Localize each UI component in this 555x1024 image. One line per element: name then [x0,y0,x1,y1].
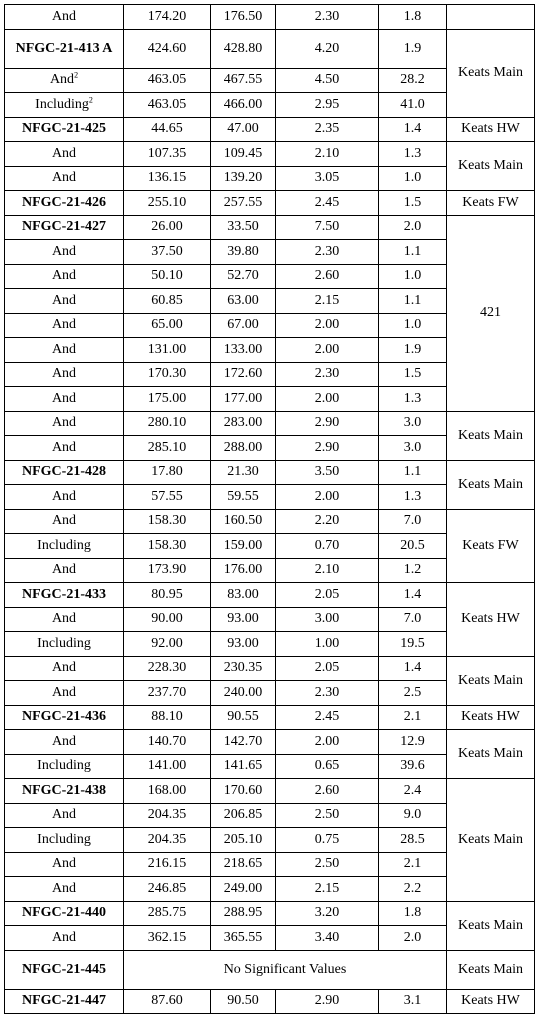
grade-cell: 1.1 [379,460,447,485]
hole-id-cell [5,264,124,289]
hole-id-label: And [51,807,77,823]
width-cell: 2.35 [276,117,379,142]
table-row [5,950,535,989]
hole-id-label: And [51,415,77,431]
hole-id-cell [5,436,124,461]
width-cell: 0.70 [276,534,379,559]
to-cell: 428.80 [211,29,276,68]
from-cell: 131.00 [124,338,211,363]
hole-id-cell [5,901,124,926]
grade-cell: 28.5 [379,828,447,853]
to-cell: 59.55 [211,485,276,510]
zone-cell: Keats Main [447,460,535,509]
grade-cell: 7.0 [379,607,447,632]
width-cell: 2.05 [276,583,379,608]
zone-cell: Keats FW [447,191,535,216]
grade-cell: 12.9 [379,730,447,755]
to-cell: 83.00 [211,583,276,608]
grade-cell: 1.9 [379,29,447,68]
from-cell: 168.00 [124,779,211,804]
hole-id-cell [5,656,124,681]
table-row [5,215,535,240]
from-cell: 285.75 [124,901,211,926]
width-cell: 3.50 [276,460,379,485]
width-cell: 2.00 [276,387,379,412]
grade-cell: 1.0 [379,264,447,289]
hole-id-label: And [51,562,77,578]
from-cell: 107.35 [124,142,211,167]
width-cell: 4.50 [276,68,379,93]
from-cell: 216.15 [124,852,211,877]
hole-id-label: And [51,390,77,406]
from-cell: 136.15 [124,166,211,191]
hole-id-label: And [51,439,77,455]
to-cell: 139.20 [211,166,276,191]
table-row [5,117,535,142]
table-row [5,142,535,167]
hole-id-label: And [51,660,77,676]
width-cell: 3.00 [276,607,379,632]
width-cell: 2.50 [276,803,379,828]
hole-id-label: NFGC-21-445 [22,962,106,977]
hole-id-cell [5,534,124,559]
hole-id-label: NFGC-21-438 [22,782,106,798]
to-cell: 21.30 [211,460,276,485]
to-cell: 240.00 [211,681,276,706]
from-cell: 26.00 [124,215,211,240]
to-cell: 172.60 [211,362,276,387]
drill-results-table [4,4,535,1014]
table-row [5,730,535,755]
from-cell: 141.00 [124,754,211,779]
grade-cell: 1.4 [379,117,447,142]
to-cell: 467.55 [211,68,276,93]
hole-id-label: And [51,145,77,161]
to-cell: 67.00 [211,313,276,338]
hole-id-label: Including [37,635,91,651]
hole-id-cell [5,29,124,68]
zone-cell: Keats HW [447,989,535,1014]
hole-id-cell [5,5,124,30]
grade-cell: 19.5 [379,632,447,657]
hole-id-label: And [51,488,77,504]
hole-id-label: And [51,268,77,284]
from-cell: 204.35 [124,803,211,828]
to-cell: 249.00 [211,877,276,902]
hole-id-cell [5,558,124,583]
grade-cell: 1.1 [379,289,447,314]
from-cell: 37.50 [124,240,211,265]
from-cell: 57.55 [124,485,211,510]
hole-id-label: NFGC-21-433 [22,586,106,602]
to-cell: 288.00 [211,436,276,461]
hole-id-cell [5,877,124,902]
width-cell: 7.50 [276,215,379,240]
grade-cell: 1.3 [379,142,447,167]
zone-cell: Keats HW [447,705,535,730]
zone-cell: Keats Main [447,901,535,950]
from-cell: 237.70 [124,681,211,706]
from-cell: 463.05 [124,68,211,93]
hole-id-label: NFGC-21-425 [22,121,106,137]
grade-cell: 1.3 [379,485,447,510]
grade-cell: 1.8 [379,5,447,30]
zone-cell: Keats HW [447,583,535,657]
to-cell: 33.50 [211,215,276,240]
hole-id-cell [5,166,124,191]
hole-id-cell [5,779,124,804]
grade-cell: 1.4 [379,656,447,681]
grade-cell: 1.5 [379,191,447,216]
hole-id-cell [5,828,124,853]
hole-id-label: And [51,8,77,24]
hole-id-cell [5,215,124,240]
hole-id-label: And [51,341,77,357]
from-cell: 280.10 [124,411,211,436]
width-cell: 2.15 [276,289,379,314]
width-cell: 2.45 [276,191,379,216]
hole-id-label: NFGC-21-436 [22,709,106,725]
hole-id-label: NFGC-21-428 [22,464,106,480]
zone-cell: Keats Main [447,950,535,989]
hole-id-cell [5,583,124,608]
table-row [5,705,535,730]
zone-cell: Keats Main [447,142,535,191]
hole-id-label: Including [37,758,91,774]
hole-id-cell [5,852,124,877]
hole-id-label: And [49,72,75,88]
grade-cell: 2.0 [379,215,447,240]
table-row [5,901,535,926]
to-cell: 177.00 [211,387,276,412]
width-cell: 2.10 [276,142,379,167]
width-cell: 0.75 [276,828,379,853]
hole-id-cell [5,191,124,216]
table-row [5,583,535,608]
width-cell: 2.00 [276,485,379,510]
zone-cell: Keats Main [447,656,535,705]
width-cell: 2.30 [276,240,379,265]
from-cell: 170.30 [124,362,211,387]
from-cell: 90.00 [124,607,211,632]
to-cell: 206.85 [211,803,276,828]
hole-id-label: And [51,243,77,259]
table-row [5,191,535,216]
grade-cell: 2.0 [379,926,447,951]
zone-cell: 421 [447,215,535,411]
width-cell: 0.65 [276,754,379,779]
hole-id-cell [5,754,124,779]
width-cell: 4.20 [276,29,379,68]
hole-id-label: Including [37,831,91,847]
hole-id-cell [5,313,124,338]
width-cell: 2.90 [276,411,379,436]
hole-id-cell [5,117,124,142]
hole-id-cell [5,240,124,265]
hole-id-label: And [51,733,77,749]
width-cell: 2.20 [276,509,379,534]
hole-id-label: And [51,611,77,627]
from-cell: 362.15 [124,926,211,951]
grade-cell: 1.4 [379,583,447,608]
grade-cell: 1.8 [379,901,447,926]
from-cell: 158.30 [124,509,211,534]
to-cell: 257.55 [211,191,276,216]
hole-id-label: And [51,684,77,700]
width-cell: 2.00 [276,730,379,755]
table-row [5,460,535,485]
hole-id-cell [5,68,124,93]
footnote-marker: 2 [74,70,79,80]
table-row [5,779,535,804]
from-cell: 92.00 [124,632,211,657]
from-cell: 285.10 [124,436,211,461]
to-cell: 159.00 [211,534,276,559]
to-cell: 288.95 [211,901,276,926]
grade-cell: 2.1 [379,852,447,877]
to-cell: 109.45 [211,142,276,167]
hole-id-cell [5,950,124,989]
hole-id-label: And [51,292,77,308]
table-row [5,411,535,436]
width-cell: 2.60 [276,264,379,289]
to-cell: 133.00 [211,338,276,363]
grade-cell: 2.2 [379,877,447,902]
from-cell: 60.85 [124,289,211,314]
width-cell: 2.60 [276,779,379,804]
from-cell: 173.90 [124,558,211,583]
grade-cell: 1.2 [379,558,447,583]
table-row [5,656,535,681]
width-cell: 2.50 [276,852,379,877]
from-cell: 140.70 [124,730,211,755]
hole-id-cell [5,460,124,485]
hole-id-cell [5,509,124,534]
hole-id-cell [5,926,124,951]
grade-cell: 1.1 [379,240,447,265]
from-cell: 255.10 [124,191,211,216]
to-cell: 205.10 [211,828,276,853]
width-cell: 2.00 [276,313,379,338]
hole-id-label: NFGC-21-447 [22,993,106,1009]
hole-id-label: And [51,170,77,186]
to-cell: 47.00 [211,117,276,142]
from-cell: 424.60 [124,29,211,68]
to-cell: 230.35 [211,656,276,681]
to-cell: 52.70 [211,264,276,289]
to-cell: 93.00 [211,632,276,657]
width-cell: 2.30 [276,681,379,706]
to-cell: 39.80 [211,240,276,265]
width-cell: 2.30 [276,5,379,30]
grade-cell: 2.5 [379,681,447,706]
to-cell: 283.00 [211,411,276,436]
width-cell: 3.40 [276,926,379,951]
from-cell: 228.30 [124,656,211,681]
hole-id-cell [5,387,124,412]
to-cell: 90.55 [211,705,276,730]
to-cell: 466.00 [211,93,276,118]
zone-cell: Keats Main [447,779,535,902]
hole-id-cell [5,142,124,167]
grade-cell: 3.1 [379,989,447,1014]
hole-id-cell [5,485,124,510]
table-body [5,5,535,1014]
hole-id-cell [5,362,124,387]
from-cell: 175.00 [124,387,211,412]
to-cell: 63.00 [211,289,276,314]
to-cell: 218.65 [211,852,276,877]
hole-id-cell [5,705,124,730]
from-cell: 44.65 [124,117,211,142]
to-cell: 142.70 [211,730,276,755]
hole-id-label: And [51,513,77,529]
to-cell: 176.00 [211,558,276,583]
hole-id-label: NFGC-21-440 [22,905,106,921]
width-cell: 2.10 [276,558,379,583]
grade-cell: 3.0 [379,436,447,461]
grade-cell: 39.6 [379,754,447,779]
from-cell: 174.20 [124,5,211,30]
hole-id-label: NFGC-21-427 [22,219,106,235]
hole-id-label: Including [35,96,89,112]
width-cell: 1.00 [276,632,379,657]
grade-cell: 7.0 [379,509,447,534]
width-cell: 2.05 [276,656,379,681]
from-cell: 246.85 [124,877,211,902]
hole-id-label: NFGC-21-426 [22,194,106,210]
zone-cell: Keats FW [447,509,535,583]
from-cell: 204.35 [124,828,211,853]
width-cell: 2.95 [276,93,379,118]
width-cell: 3.20 [276,901,379,926]
zone-cell: Keats Main [447,411,535,460]
grade-cell: 20.5 [379,534,447,559]
grade-cell: 9.0 [379,803,447,828]
from-cell: 87.60 [124,989,211,1014]
hole-id-label: And [51,856,77,872]
to-cell: 93.00 [211,607,276,632]
from-cell: 158.30 [124,534,211,559]
to-cell: 90.50 [211,989,276,1014]
grade-cell: 41.0 [379,93,447,118]
grade-cell: 1.0 [379,313,447,338]
from-cell: 50.10 [124,264,211,289]
to-cell: 170.60 [211,779,276,804]
grade-cell: 3.0 [379,411,447,436]
grade-cell: 28.2 [379,68,447,93]
hole-id-label: Including [37,537,91,553]
width-cell: 3.05 [276,166,379,191]
hole-id-cell [5,289,124,314]
hole-id-label: NFGC-21-413 A [15,41,113,56]
table-row [5,509,535,534]
hole-id-cell [5,730,124,755]
grade-cell: 1.0 [379,166,447,191]
hole-id-label: And [51,317,77,333]
table-row [5,5,535,30]
grade-cell: 1.9 [379,338,447,363]
width-cell: 2.15 [276,877,379,902]
table-row [5,29,535,68]
width-cell: 2.90 [276,989,379,1014]
width-cell: 2.90 [276,436,379,461]
grade-cell: 1.5 [379,362,447,387]
table-row [5,989,535,1014]
hole-id-cell [5,411,124,436]
width-cell: 2.45 [276,705,379,730]
to-cell: 141.65 [211,754,276,779]
grade-cell: 2.4 [379,779,447,804]
hole-id-label: And [51,366,77,382]
width-cell: 2.00 [276,338,379,363]
hole-id-cell [5,93,124,118]
zone-cell: Keats Main [447,29,535,117]
footnote-marker: 2 [88,95,93,105]
from-cell: 65.00 [124,313,211,338]
hole-id-cell [5,607,124,632]
zone-cell: Keats HW [447,117,535,142]
to-cell: 176.50 [211,5,276,30]
zone-cell: Keats Main [447,730,535,779]
hole-id-cell [5,338,124,363]
to-cell: 365.55 [211,926,276,951]
from-cell: 17.80 [124,460,211,485]
hole-id-label: And [51,929,77,945]
hole-id-label: And [51,880,77,896]
from-cell: 80.95 [124,583,211,608]
no-values-cell: No Significant Values [124,950,447,989]
hole-id-cell [5,803,124,828]
from-cell: 88.10 [124,705,211,730]
grade-cell: 2.1 [379,705,447,730]
width-cell: 2.30 [276,362,379,387]
from-cell: 463.05 [124,93,211,118]
hole-id-cell [5,989,124,1014]
hole-id-cell [5,681,124,706]
grade-cell: 1.3 [379,387,447,412]
to-cell: 160.50 [211,509,276,534]
zone-cell [447,5,535,30]
hole-id-cell [5,632,124,657]
